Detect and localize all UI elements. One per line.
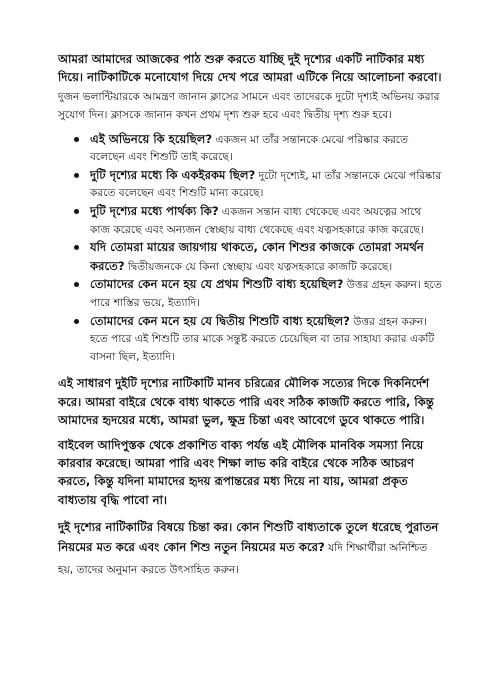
bullet-icon [74,209,79,214]
answer-text: দুটো দৃশ্যেই, মা তাঁর সন্তানকে মেঝে পরিষ্কার করতে বলেছেন এবং শিশুটি মান্য করেছে। [90,169,442,200]
question-text: দুটি দৃশ্যের মধ্যে পার্থক্য কি? [90,203,219,218]
reflection-instruction: যদি শিক্ষার্থীরা অনিশ্চিত হয়, তাদের অনুমান করতে উৎসাহিত করুন। [58,541,428,576]
question-text: যদি তোমরা মায়ের জায়গায় থাকতে, কোন শিশুর কাজকে তোমরা সমর্থন করতে? [90,240,424,273]
list-item [74,239,443,276]
question-text: তোমাদের কেন মনে হয় যে প্রথম শিশুটি বাধ্য হয়েছিল? [90,277,344,292]
list-item [74,131,443,167]
answer-text: দ্বিতীয়জনকে যে কিনা স্বেচ্ছায় এবং যত্নসহকারে কাজটি করেছে। [124,260,393,273]
bible-problem-paragraph: বাইবেল আদিপুস্তক থেকে প্রকাশিত বাক্য পর্যন্ত এই মৌলিক মানবিক সমস্যা নিয়ে কারবার করেছে। আমরা পারি এবং শিক্ষা লাভ করি বাইরে থেকে সঠিক আচরণ করতে, কিন্তু যদিনা মামাদের হৃদয় রূপান্তরের মধ্য দিয়ে না যায়, আমরা প্রকৃত বাধ্যতায় বৃদ্ধি পাবো না। [58,437,424,507]
reflection-question: দুই দৃশ্যের নাটিকাটির বিষয়ে চিন্তা কর। কোন শিশুটি বাধ্যতাকে তুলে ধরেছে পুরাতন নিয়মের মত করে এবং কোন শিশু নতুন নিয়মের মত করে? [58,519,439,554]
intro-paragraph: আমরা আমাদের আজকের পাঠ শুরু করতে যাচ্ছি দুই দৃশ্যের একটি নাটিকার মধ্য দিয়ে। নাটিকাটিকে মনোযোগ দিয়ে দেখ পরে আমরা এটিকে নিয়ে আলোচনা করবো। [58,52,442,85]
volunteer-instructions: দুজন ভলান্টিয়ারকে আমন্ত্রণ জানান ক্লাসের সামনে এবং তাদেরকে দুটো দৃশ্যই অভিনয় করার সুযোগ দিন। ক্লাসকে জানান কখন প্রথম দৃশ্য শুরু হবে এবং দ্বিতীয় দৃশ্য শুরু হবে। [58,91,440,121]
list-item [74,313,443,367]
answer-text: উত্তর গ্রহন করুন। হতে পারে এই শিশুটি তার মাকে সন্তুষ্ট করতে চেয়েছিল বা তার সাহায্য করার একটি বাসনা ছিল, ইত্যাদি। [90,315,435,363]
answer-text: একজন মা তাঁর সন্তানকে মেঝে পরিষ্কার করতে বলেছেন এবং শিশুটি তাই করেছে। [90,133,409,164]
question-text: দুটি দৃশ্যের মধ্যে কি একইরকম ছিল? [90,167,256,182]
question-text: এই অভিনয়ে কি হয়েছিল? [90,131,213,146]
bullet-icon [74,245,79,250]
question-text: তোমাদের কেন মনে হয় যে দ্বিতীয় শিশুটি বাধ্য হয়েছিল? [90,313,350,328]
list-item [74,167,443,203]
list-item [74,276,443,312]
answer-text: একজন সন্তান বাধ্য থেকেছে এবং অযত্নের সাথে কাজ করেছে এবং অন্যজন স্বেচ্ছায় বাধ্য থেকেছে এবং যত্নসহকারে কাজ করেছে। [90,205,424,236]
bullet-icon [74,173,79,178]
bullet-icon [74,137,79,142]
answer-text: উত্তর গ্রহন করুন। হতে পারে শাস্তির ভয়ে, ইত্যাদি। [90,279,442,309]
bullet-icon [74,319,79,324]
reflection-paragraph [58,516,443,579]
discussion-questions-list [58,131,443,367]
list-item [74,203,443,239]
character-truth-paragraph: এই সাধারণ দুইটি দৃশ্যের নাটিকাটি মানব চরিত্রের মৌলিক সত্যের দিকে দিকনির্দেশ করে। আমরা বাইরে থেকে বাধ্য থাকতে পারি এবং সঠিক কাজটি করতে পারি, কিন্তু আমাদের হৃদয়ের মধ্যে, আমরা ভুল, ক্ষুদ্র চিন্তা এবং আবেগে ডুবে থাকতে পারি। [58,376,434,427]
bullet-icon [74,282,79,287]
